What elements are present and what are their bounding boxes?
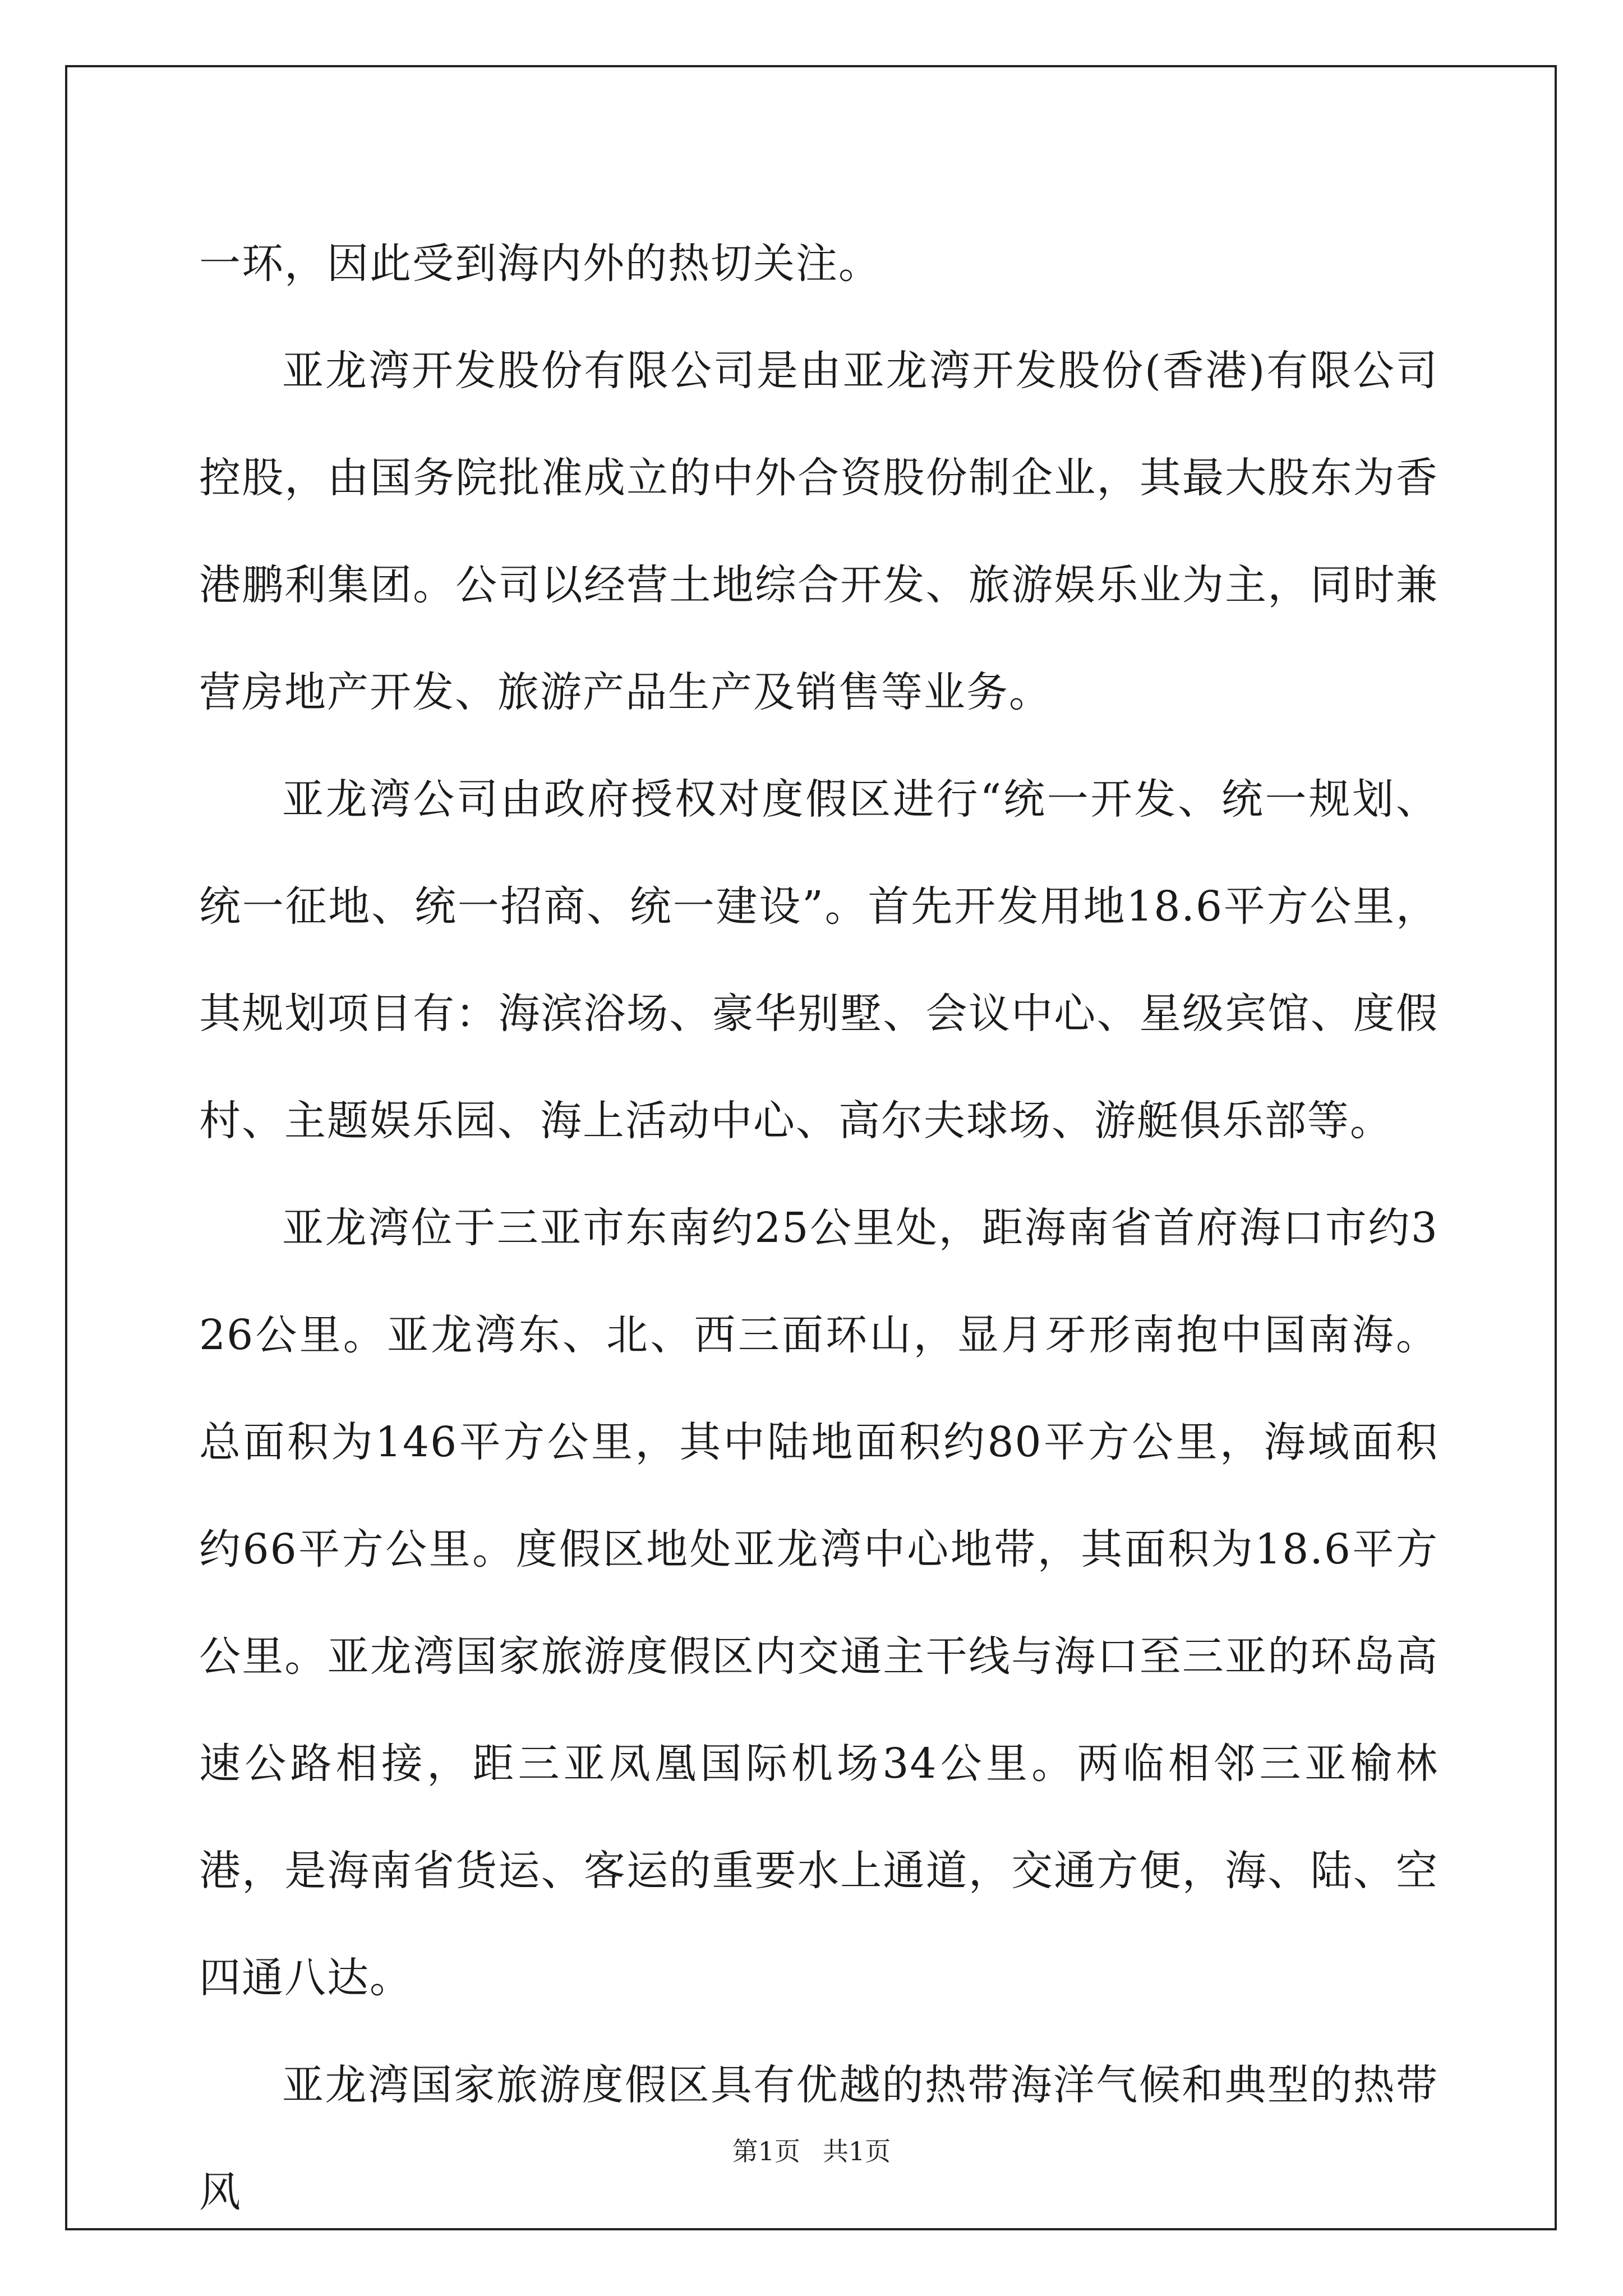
page-footer xyxy=(0,2134,1623,2168)
paragraph-company-intro: 亚龙湾开发股份有限公司是由亚龙湾开发股份(香港)有限公司控股，由国务院批准成立的中外合资股份制企业，其最大股东为香港鹏利集团。公司以经营土地综合开发、旅游娱乐业为主，同时兼营房地产开发、旅游产品生产及销售等业务。 xyxy=(199,347,1438,716)
paragraph-development-plan: 亚龙湾公司由政府授权对度假区进行“统一开发、统一规划、统一征地、统一招商、统一建设”。首先开发用地18.6平方公里，其规划项目有：海滨浴场、豪华别墅、会议中心、星级宾馆、度假村、主题娱乐园、海上活动中心、高尔夫球场、游艇俱乐部等。 xyxy=(199,775,1438,1145)
page-total: 共1页 xyxy=(823,2136,891,2166)
page-number: 第1页 xyxy=(732,2136,800,2166)
paragraph-continuation: 一环，因此受到海内外的热切关注。 xyxy=(199,240,881,288)
paragraph-location: 亚龙湾位于三亚市东南约25公里处，距海南省首府海口市约326公里。亚龙湾东、北、西三面环山，显月牙形南抱中国南海。总面积为146平方公里，其中陆地面积约80平方公里，海域面积约66平方公里。度假区地处亚龙湾中心地带，其面积为18.6平方公里。亚龙湾国家旅游度假区内交通主干线与海口至三亚的环岛高速公路相接，距三亚凤凰国际机场34公里。两临相邻三亚榆林港，是海南省货运、客运的重要水上通道，交通方便，海、陆、空四通八达。 xyxy=(199,1204,1438,2002)
paragraph-climate: 亚龙湾国家旅游度假区具有优越的热带海洋气候和典型的热带风 xyxy=(199,2061,1438,2216)
document-body xyxy=(199,210,1438,2246)
